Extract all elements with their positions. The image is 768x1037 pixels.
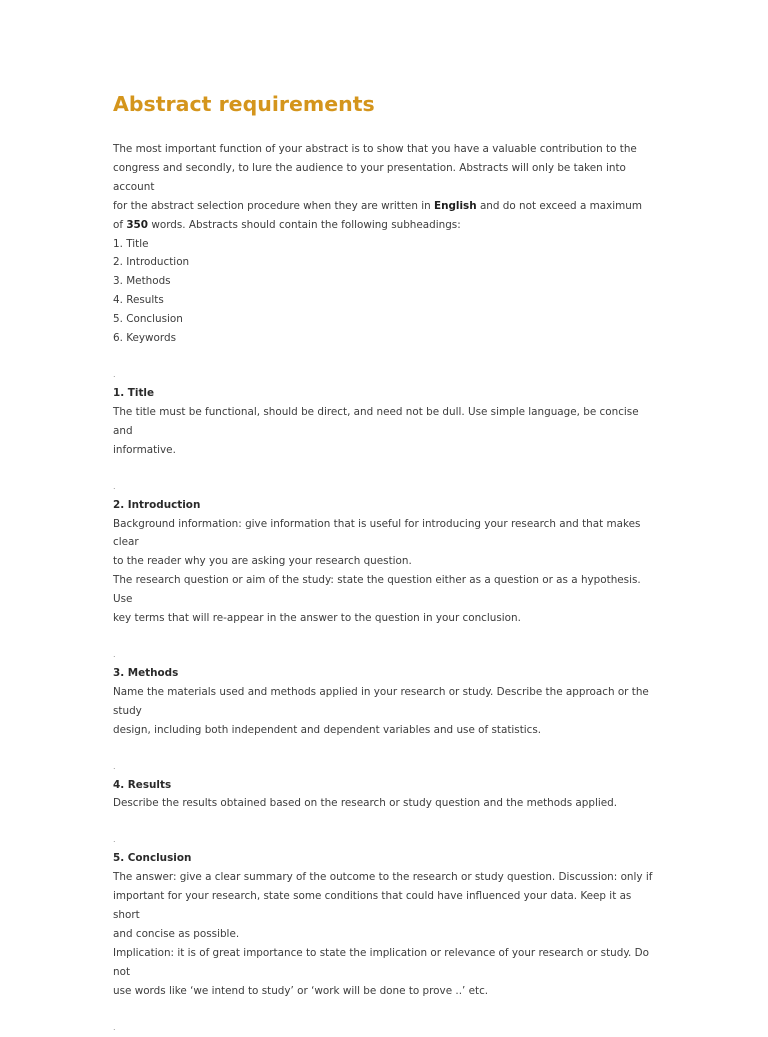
intro-line (113, 216, 658, 235)
section-introduction (113, 496, 658, 628)
section-heading: 3. Methods (113, 666, 179, 679)
section-heading: 5. Conclusion (113, 852, 192, 865)
section-line: Name the materials used and methods applied in your research or study. Describe the approach or the study (113, 685, 649, 717)
word-limit-emphasis: 350 (126, 218, 149, 231)
intro-text: words. Abstracts should contain the following subheadings: (148, 218, 461, 231)
section-heading: 2. Introduction (113, 498, 201, 511)
intro-line: The most important function of your abstract is to show that you have a valuable contribution to the (113, 143, 637, 155)
page-title: Abstract requirements (113, 92, 375, 116)
document-page (113, 88, 658, 1037)
separator-dot: . (113, 649, 116, 659)
section-line: use words like ‘we intend to study’ or ‘work will be done to prove ..’ etc. (113, 984, 489, 997)
intro-line: congress and secondly, to lure the audience to your presentation. Abstracts will only be taken into account (113, 161, 626, 193)
section-line: Background information: give information that is useful for introducing your research and that makes clear (113, 517, 641, 549)
separator-dot: . (113, 369, 116, 379)
section-results (113, 776, 658, 814)
separator-dot: . (113, 835, 116, 845)
section-conclusion (113, 849, 658, 1000)
list-item: 5. Conclusion (113, 313, 183, 326)
separator-dot: . (113, 481, 116, 491)
section-line: and concise as possible. (113, 928, 240, 940)
list-item: 4. Results (113, 294, 164, 307)
list-item: 3. Methods (113, 275, 171, 288)
language-emphasis: English (434, 199, 477, 212)
section-line: key terms that will re-appear in the answer to the question in your conclusion. (113, 612, 521, 625)
list-item: 2. Introduction (113, 256, 190, 269)
section-heading: 1. Title (113, 386, 155, 399)
intro-line (113, 197, 658, 216)
section-methods (113, 664, 658, 740)
section-line: design, including both independent and dependent variables and use of statistics. (113, 723, 542, 736)
subheading-list (113, 235, 658, 348)
section-title (113, 384, 658, 460)
section-line: The research question or aim of the study: state the question either as a question or as a hypothesis. Use (113, 574, 641, 606)
intro-text: for the abstract selection procedure when they are written in (113, 199, 434, 212)
section-line: The answer: give a clear summary of the outcome to the research or study question. Discussion: only if (113, 871, 653, 884)
separator-dot: . (113, 761, 116, 771)
list-item: 1. Title (113, 237, 149, 250)
intro-text: of (113, 218, 127, 231)
section-line: Describe the results obtained based on the research or study question and the methods applied. (113, 797, 618, 810)
section-line: to the reader why you are asking your research question. (113, 555, 412, 568)
separator-dot: . (113, 1022, 116, 1032)
section-heading: 4. Results (113, 778, 172, 791)
section-line: Implication: it is of great importance to state the implication or relevance of your research or study. Do not (113, 946, 649, 978)
intro-text: and do not exceed a maximum (476, 199, 642, 212)
intro-paragraph (113, 140, 658, 235)
section-line: informative. (113, 443, 176, 456)
section-line: important for your research, state some conditions that could have influenced your data. Keep it as short (113, 890, 632, 922)
section-line: The title must be functional, should be direct, and need not be dull. Use simple language, be concise and (113, 405, 639, 437)
list-item: 6. Keywords (113, 332, 177, 345)
